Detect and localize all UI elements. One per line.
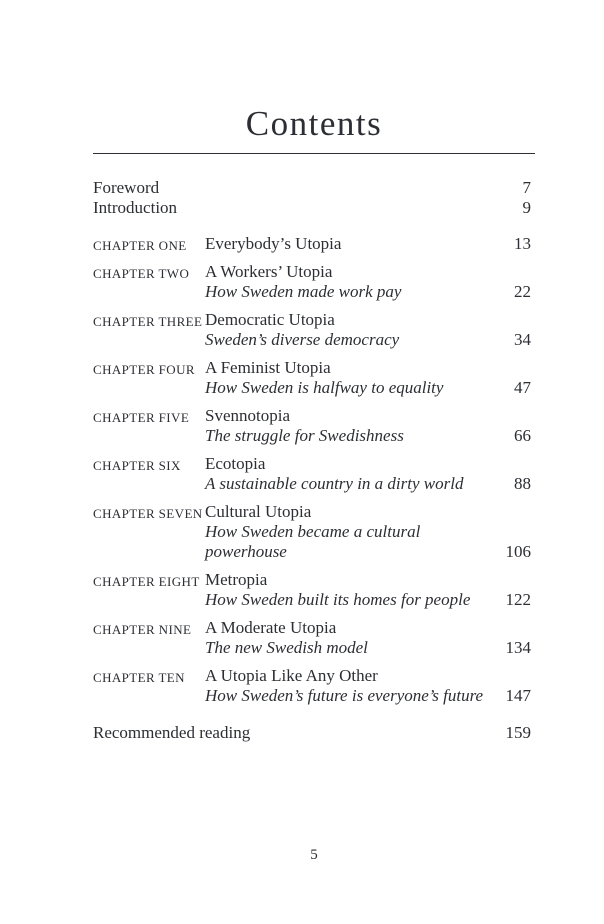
chapter-title: Everybody’s Utopia — [205, 234, 342, 253]
chapter-titles — [205, 406, 501, 446]
front-matter-list — [93, 178, 535, 218]
toc-entry-page: 159 — [505, 723, 531, 742]
chapter-title: Democratic Utopia — [205, 310, 335, 329]
toc-chapter-entry — [93, 262, 535, 302]
toc-chapter-entry — [93, 454, 535, 494]
chapter-titles — [205, 502, 501, 562]
chapter-number-label: CHAPTER ONE — [93, 238, 187, 253]
toc-content — [93, 0, 535, 743]
toc-chapter-entry — [93, 502, 535, 562]
chapter-subtitle: How Sweden is halfway to equality — [205, 378, 444, 397]
chapter-title: A Moderate Utopia — [205, 618, 337, 637]
chapter-page: 34 — [514, 330, 531, 349]
toc-entry-page: 9 — [522, 198, 531, 217]
chapter-subtitle: The new Swedish model — [205, 638, 368, 657]
chapter-subtitle: The struggle for Swedishness — [205, 426, 404, 445]
chapter-title: A Utopia Like Any Other — [205, 666, 378, 685]
toc-entry-page: 7 — [522, 178, 531, 197]
toc-entry — [93, 178, 535, 198]
page-title: Contents — [245, 104, 383, 143]
chapter-title: Svennotopia — [205, 406, 290, 425]
chapter-number-label: CHAPTER THREE — [93, 314, 203, 329]
chapter-page: 147 — [505, 686, 531, 705]
chapter-page: 122 — [505, 590, 531, 609]
toc-chapter-entry — [93, 310, 535, 350]
chapter-titles — [205, 618, 501, 658]
toc-entry-label: Foreword — [93, 178, 160, 197]
page-number: 5 — [310, 847, 318, 863]
chapter-subtitle: How Sweden made work pay — [205, 282, 402, 301]
chapter-title: A Feminist Utopia — [205, 358, 331, 377]
chapter-page: 88 — [514, 474, 531, 493]
chapter-number-label: CHAPTER TEN — [93, 670, 185, 685]
title-divider — [93, 153, 535, 154]
toc-entry — [93, 723, 535, 743]
chapter-number-label: CHAPTER TWO — [93, 266, 190, 281]
back-matter-list — [93, 723, 535, 743]
chapter-title: Metropia — [205, 570, 268, 589]
chapter-page: 106 — [505, 542, 531, 561]
toc-chapter-entry — [93, 358, 535, 398]
chapter-titles — [205, 358, 501, 398]
chapter-number-label: CHAPTER EIGHT — [93, 574, 200, 589]
chapter-page: 134 — [505, 638, 531, 657]
chapter-subtitle: How Sweden’s future is everyone’s future — [205, 686, 484, 705]
chapter-number-label: CHAPTER NINE — [93, 622, 192, 637]
chapter-number-label: CHAPTER FIVE — [93, 410, 190, 425]
toc-entry — [93, 198, 535, 218]
toc-chapter-entry — [93, 406, 535, 446]
toc-chapter-entry — [93, 666, 535, 706]
chapter-subtitle: How Sweden built its homes for people — [205, 590, 471, 609]
chapter-titles — [205, 234, 501, 254]
chapter-page: 47 — [514, 378, 531, 397]
chapter-title: Cultural Utopia — [205, 502, 312, 521]
chapter-page: 13 — [514, 234, 531, 253]
chapter-page: 66 — [514, 426, 531, 445]
toc-chapter-entry — [93, 618, 535, 658]
toc-entry-label: Recommended reading — [93, 723, 251, 742]
chapter-list — [93, 234, 535, 706]
chapter-page: 22 — [514, 282, 531, 301]
chapter-number-label: CHAPTER SEVEN — [93, 506, 203, 521]
chapter-titles — [205, 570, 501, 610]
toc-entry-label: Introduction — [93, 198, 178, 217]
chapter-subtitle: How Sweden became a cultural powerhouse — [205, 522, 421, 561]
chapter-titles — [205, 454, 501, 494]
toc-chapter-entry — [93, 570, 535, 610]
chapter-titles — [205, 262, 501, 302]
toc-chapter-entry — [93, 234, 535, 254]
chapter-titles — [205, 666, 501, 706]
chapter-number-label: CHAPTER SIX — [93, 458, 181, 473]
chapter-subtitle: Sweden’s diverse democracy — [205, 330, 400, 349]
chapter-title: A Workers’ Utopia — [205, 262, 333, 281]
chapter-titles — [205, 310, 501, 350]
chapter-subtitle: A sustainable country in a dirty world — [205, 474, 464, 493]
chapter-number-label: CHAPTER FOUR — [93, 362, 195, 377]
chapter-title: Ecotopia — [205, 454, 266, 473]
